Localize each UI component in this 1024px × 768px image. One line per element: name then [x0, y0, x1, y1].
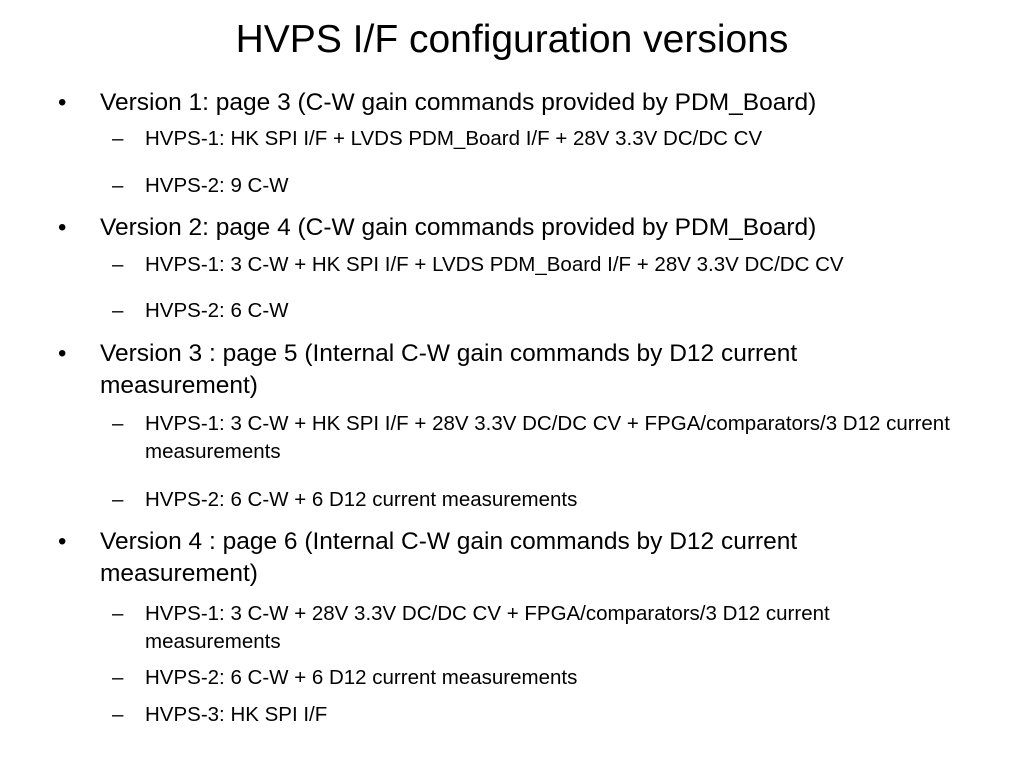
dash-icon: – — [112, 666, 124, 689]
bullet-text: Version 2: page 4 (C-W gain commands provided by PDM_Board) — [100, 214, 817, 241]
dash-icon: – — [112, 127, 124, 150]
bullet-icon: • — [58, 89, 67, 116]
sub-item-text: HVPS-2: 9 C-W — [145, 174, 289, 197]
slide-title: HVPS I/F configuration versions — [235, 18, 789, 61]
sub-item-text: HVPS-2: 6 C-W + 6 D12 current measurements — [145, 666, 578, 689]
bullet-icon: • — [58, 340, 67, 367]
bullet-text: Version 3 : page 5 (Internal C-W gain commands by D12 current measurement) — [100, 340, 798, 399]
sub-item-text: HVPS-1: HK SPI I/F + LVDS PDM_Board I/F + 28V 3.3V DC/DC CV — [145, 127, 763, 150]
dash-icon: – — [112, 703, 124, 726]
dash-icon: – — [112, 488, 124, 511]
dash-icon: – — [112, 602, 124, 625]
dash-icon: – — [112, 174, 124, 197]
sub-item-text: HVPS-1: 3 C-W + 28V 3.3V DC/DC CV + FPGA/comparators/3 D12 current measurements — [145, 602, 830, 653]
sub-item-text: HVPS-1: 3 C-W + HK SPI I/F + 28V 3.3V DC/DC CV + FPGA/comparators/3 D12 current measurements — [145, 412, 950, 463]
bullet-icon: • — [58, 214, 67, 241]
dash-icon: – — [112, 412, 124, 435]
dash-icon: – — [112, 299, 124, 322]
bullet-text: Version 1: page 3 (C-W gain commands provided by PDM_Board) — [100, 89, 817, 116]
sub-item-text: HVPS-2: 6 C-W — [145, 299, 289, 322]
bullet-icon: • — [58, 528, 67, 555]
sub-item-text: HVPS-2: 6 C-W + 6 D12 current measurements — [145, 488, 578, 511]
sub-item-text: HVPS-3: HK SPI I/F — [145, 703, 328, 726]
sub-item-text: HVPS-1: 3 C-W + HK SPI I/F + LVDS PDM_Board I/F + 28V 3.3V DC/DC CV — [145, 253, 844, 276]
dash-icon: – — [112, 253, 124, 276]
bullet-text: Version 4 : page 6 (Internal C-W gain commands by D12 current measurement) — [100, 528, 798, 587]
